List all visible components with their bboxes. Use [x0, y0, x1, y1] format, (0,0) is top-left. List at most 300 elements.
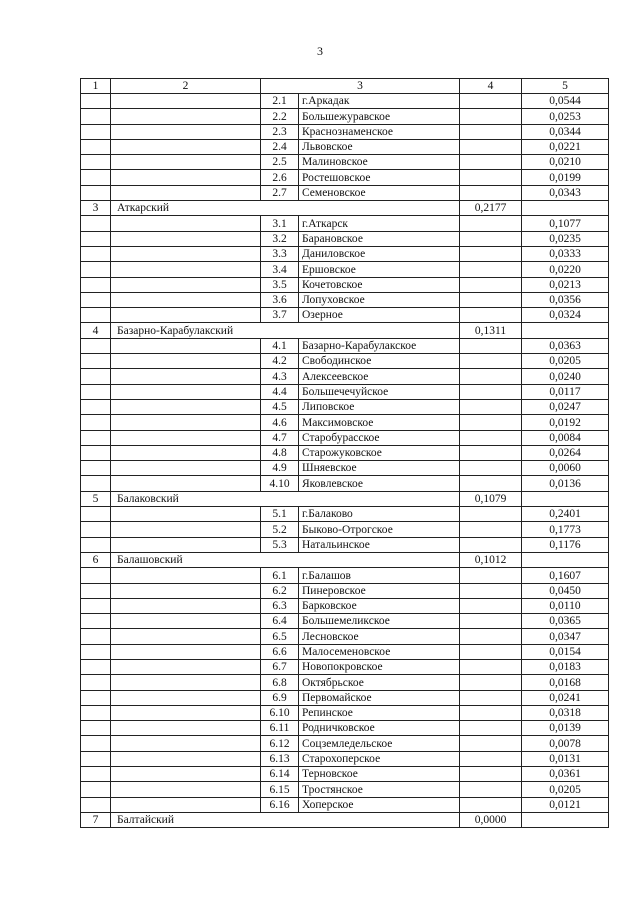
empty-cell	[111, 338, 261, 353]
settlement-code: 6.12	[261, 736, 299, 751]
empty-cell	[460, 461, 522, 476]
empty-cell	[81, 598, 111, 613]
settlement-row	[81, 644, 609, 659]
settlement-row	[81, 415, 609, 430]
empty-cell	[111, 644, 261, 659]
empty-cell	[460, 415, 522, 430]
empty-cell	[111, 736, 261, 751]
settlement-name: Шняевское	[299, 461, 460, 476]
empty-cell	[81, 659, 111, 674]
settlement-value: 0,0183	[522, 659, 609, 674]
settlement-row	[81, 155, 609, 170]
empty-cell	[81, 292, 111, 307]
settlement-code: 3.1	[261, 216, 299, 231]
settlement-row	[81, 721, 609, 736]
settlement-value: 0,0110	[522, 598, 609, 613]
empty-cell	[111, 782, 261, 797]
empty-cell	[111, 797, 261, 812]
empty-cell	[81, 369, 111, 384]
settlement-code: 3.6	[261, 292, 299, 307]
settlement-value: 0,0220	[522, 262, 609, 277]
empty-cell	[460, 522, 522, 537]
settlement-code: 3.4	[261, 262, 299, 277]
district-empty-share	[522, 323, 609, 338]
settlement-code: 6.10	[261, 705, 299, 720]
settlement-name: Львовское	[299, 139, 460, 154]
settlement-code: 6.14	[261, 767, 299, 782]
settlement-name: Большечечуйское	[299, 384, 460, 399]
settlement-row	[81, 583, 609, 598]
settlement-name: Семеновское	[299, 185, 460, 200]
settlement-code: 3.7	[261, 308, 299, 323]
empty-cell	[111, 246, 261, 261]
empty-cell	[460, 262, 522, 277]
empty-cell	[81, 231, 111, 246]
district-row	[81, 491, 609, 506]
settlement-row	[81, 445, 609, 460]
settlement-value: 0,0078	[522, 736, 609, 751]
settlement-row	[81, 614, 609, 629]
settlement-name: Быково-Отрогское	[299, 522, 460, 537]
settlement-name: Кочетовское	[299, 277, 460, 292]
empty-cell	[111, 262, 261, 277]
empty-cell	[460, 507, 522, 522]
district-name: Балаковский	[111, 491, 460, 506]
empty-cell	[81, 445, 111, 460]
empty-cell	[111, 721, 261, 736]
settlement-value: 0,0450	[522, 583, 609, 598]
settlement-value: 0,0060	[522, 461, 609, 476]
empty-cell	[81, 461, 111, 476]
empty-cell	[81, 277, 111, 292]
settlement-code: 6.13	[261, 751, 299, 766]
empty-cell	[81, 583, 111, 598]
table-header-row	[81, 79, 609, 94]
settlement-row	[81, 399, 609, 414]
district-row	[81, 323, 609, 338]
empty-cell	[81, 109, 111, 124]
settlement-value: 0,0253	[522, 109, 609, 124]
settlement-row	[81, 736, 609, 751]
empty-cell	[460, 216, 522, 231]
district-total: 0,0000	[460, 812, 522, 827]
settlement-name: г.Аткарск	[299, 216, 460, 231]
district-total: 0,1012	[460, 552, 522, 567]
empty-cell	[460, 782, 522, 797]
empty-cell	[81, 354, 111, 369]
settlement-value: 0,0168	[522, 675, 609, 690]
settlement-value: 0,0361	[522, 767, 609, 782]
empty-cell	[460, 308, 522, 323]
settlement-name: Старохоперское	[299, 751, 460, 766]
empty-cell	[111, 659, 261, 674]
settlement-value: 0,0199	[522, 170, 609, 185]
empty-cell	[460, 476, 522, 491]
empty-cell	[111, 155, 261, 170]
settlement-row	[81, 216, 609, 231]
district-name: Балашовский	[111, 552, 460, 567]
empty-cell	[460, 246, 522, 261]
empty-cell	[111, 185, 261, 200]
empty-cell	[111, 461, 261, 476]
empty-cell	[81, 399, 111, 414]
settlement-row	[81, 797, 609, 812]
empty-cell	[81, 797, 111, 812]
settlement-value: 0,1077	[522, 216, 609, 231]
empty-cell	[460, 384, 522, 399]
settlement-name: г.Аркадак	[299, 94, 460, 109]
empty-cell	[81, 782, 111, 797]
settlement-code: 2.3	[261, 124, 299, 139]
district-number: 3	[81, 201, 111, 216]
settlement-value: 0,0333	[522, 246, 609, 261]
settlement-row	[81, 537, 609, 552]
settlement-value: 0,0356	[522, 292, 609, 307]
empty-cell	[460, 751, 522, 766]
empty-cell	[81, 124, 111, 139]
empty-cell	[460, 338, 522, 353]
settlement-name: Базарно-Карабулакское	[299, 338, 460, 353]
settlement-value: 0,0344	[522, 124, 609, 139]
settlement-code: 4.4	[261, 384, 299, 399]
district-empty-share	[522, 552, 609, 567]
empty-cell	[460, 537, 522, 552]
empty-cell	[460, 675, 522, 690]
empty-cell	[460, 369, 522, 384]
empty-cell	[111, 399, 261, 414]
settlement-code: 6.15	[261, 782, 299, 797]
settlement-row	[81, 629, 609, 644]
header-col-4: 4	[460, 79, 522, 94]
settlement-code: 4.7	[261, 430, 299, 445]
settlement-row	[81, 354, 609, 369]
empty-cell	[460, 721, 522, 736]
empty-cell	[111, 476, 261, 491]
settlement-code: 6.3	[261, 598, 299, 613]
district-empty-share	[522, 201, 609, 216]
empty-cell	[460, 277, 522, 292]
settlement-row	[81, 308, 609, 323]
district-empty-share	[522, 812, 609, 827]
empty-cell	[111, 94, 261, 109]
settlement-value: 0,0247	[522, 399, 609, 414]
settlement-value: 0,0240	[522, 369, 609, 384]
empty-cell	[460, 568, 522, 583]
settlement-row	[81, 384, 609, 399]
settlement-row	[81, 124, 609, 139]
empty-cell	[111, 751, 261, 766]
settlement-value: 0,1607	[522, 568, 609, 583]
settlement-row	[81, 767, 609, 782]
settlement-row	[81, 292, 609, 307]
district-total: 0,1311	[460, 323, 522, 338]
empty-cell	[81, 415, 111, 430]
empty-cell	[460, 185, 522, 200]
settlement-value: 0,0084	[522, 430, 609, 445]
empty-cell	[81, 94, 111, 109]
settlement-row	[81, 430, 609, 445]
empty-cell	[111, 537, 261, 552]
settlement-code: 4.2	[261, 354, 299, 369]
empty-cell	[111, 369, 261, 384]
settlement-code: 5.3	[261, 537, 299, 552]
settlement-code: 3.2	[261, 231, 299, 246]
settlement-value: 0,0210	[522, 155, 609, 170]
empty-cell	[460, 109, 522, 124]
empty-cell	[81, 644, 111, 659]
empty-cell	[460, 231, 522, 246]
settlement-row	[81, 185, 609, 200]
settlement-name: Лопуховское	[299, 292, 460, 307]
district-name: Базарно-Карабулакский	[111, 323, 460, 338]
empty-cell	[81, 246, 111, 261]
empty-cell	[81, 767, 111, 782]
empty-cell	[111, 445, 261, 460]
empty-cell	[460, 170, 522, 185]
settlement-value: 0,0117	[522, 384, 609, 399]
empty-cell	[460, 705, 522, 720]
settlement-row	[81, 369, 609, 384]
empty-cell	[460, 767, 522, 782]
district-name: Балтайский	[111, 812, 460, 827]
settlement-name: Ростешовское	[299, 170, 460, 185]
settlement-name: Соцземледельское	[299, 736, 460, 751]
empty-cell	[111, 354, 261, 369]
settlement-name: Большемеликское	[299, 614, 460, 629]
settlement-name: Хоперское	[299, 797, 460, 812]
settlement-row	[81, 782, 609, 797]
empty-cell	[111, 124, 261, 139]
empty-cell	[111, 767, 261, 782]
empty-cell	[111, 690, 261, 705]
settlement-row	[81, 476, 609, 491]
settlement-code: 4.1	[261, 338, 299, 353]
settlement-name: Озерное	[299, 308, 460, 323]
empty-cell	[111, 675, 261, 690]
settlement-row	[81, 338, 609, 353]
empty-cell	[81, 308, 111, 323]
empty-cell	[111, 430, 261, 445]
empty-cell	[111, 292, 261, 307]
empty-cell	[81, 476, 111, 491]
empty-cell	[81, 338, 111, 353]
district-total: 0,1079	[460, 491, 522, 506]
settlement-value: 0,0221	[522, 139, 609, 154]
settlement-code: 5.2	[261, 522, 299, 537]
settlement-value: 0,0136	[522, 476, 609, 491]
empty-cell	[81, 384, 111, 399]
settlement-code: 2.1	[261, 94, 299, 109]
empty-cell	[460, 583, 522, 598]
empty-cell	[111, 277, 261, 292]
district-number: 7	[81, 812, 111, 827]
settlement-value: 0,0264	[522, 445, 609, 460]
empty-cell	[111, 705, 261, 720]
settlement-name: Октябрьское	[299, 675, 460, 690]
header-col-1: 1	[81, 79, 111, 94]
settlement-code: 6.16	[261, 797, 299, 812]
empty-cell	[81, 262, 111, 277]
empty-cell	[460, 629, 522, 644]
settlement-value: 0,2401	[522, 507, 609, 522]
settlement-code: 4.3	[261, 369, 299, 384]
empty-cell	[460, 445, 522, 460]
empty-cell	[81, 185, 111, 200]
settlement-name: Родничковское	[299, 721, 460, 736]
header-col-2: 2	[111, 79, 261, 94]
settlement-row	[81, 568, 609, 583]
settlement-name: Свободинское	[299, 354, 460, 369]
empty-cell	[111, 139, 261, 154]
settlement-row	[81, 246, 609, 261]
settlement-value: 0,0347	[522, 629, 609, 644]
empty-cell	[460, 644, 522, 659]
district-total: 0,2177	[460, 201, 522, 216]
settlement-row	[81, 139, 609, 154]
settlement-code: 6.5	[261, 629, 299, 644]
district-row	[81, 812, 609, 827]
empty-cell	[111, 308, 261, 323]
settlement-row	[81, 277, 609, 292]
settlement-name: г.Балаково	[299, 507, 460, 522]
empty-cell	[111, 507, 261, 522]
empty-cell	[111, 598, 261, 613]
empty-cell	[111, 109, 261, 124]
settlement-value: 0,0235	[522, 231, 609, 246]
settlement-row	[81, 659, 609, 674]
settlement-value: 0,0205	[522, 782, 609, 797]
empty-cell	[81, 751, 111, 766]
settlement-code: 4.10	[261, 476, 299, 491]
settlement-value: 0,0363	[522, 338, 609, 353]
empty-cell	[460, 690, 522, 705]
empty-cell	[81, 736, 111, 751]
settlement-name: Максимовское	[299, 415, 460, 430]
settlement-value: 0,1176	[522, 537, 609, 552]
settlement-code: 4.8	[261, 445, 299, 460]
settlement-value: 0,0365	[522, 614, 609, 629]
settlement-value: 0,0121	[522, 797, 609, 812]
empty-cell	[111, 216, 261, 231]
settlement-value: 0,0241	[522, 690, 609, 705]
empty-cell	[81, 522, 111, 537]
settlement-value: 0,0205	[522, 354, 609, 369]
empty-cell	[460, 797, 522, 812]
settlement-name: Большежуравское	[299, 109, 460, 124]
empty-cell	[81, 721, 111, 736]
settlement-row	[81, 522, 609, 537]
settlement-name: Новопокровское	[299, 659, 460, 674]
empty-cell	[111, 522, 261, 537]
settlement-value: 0,0131	[522, 751, 609, 766]
settlement-row	[81, 262, 609, 277]
page-number: 3	[317, 44, 323, 58]
settlement-code: 6.6	[261, 644, 299, 659]
empty-cell	[460, 399, 522, 414]
settlement-name: Репинское	[299, 705, 460, 720]
settlement-row	[81, 170, 609, 185]
settlement-value: 0,0192	[522, 415, 609, 430]
empty-cell	[460, 614, 522, 629]
district-empty-share	[522, 491, 609, 506]
empty-cell	[460, 659, 522, 674]
district-number: 5	[81, 491, 111, 506]
empty-cell	[111, 415, 261, 430]
settlement-code: 4.6	[261, 415, 299, 430]
empty-cell	[81, 216, 111, 231]
settlement-row	[81, 461, 609, 476]
empty-cell	[81, 139, 111, 154]
empty-cell	[460, 124, 522, 139]
empty-cell	[111, 629, 261, 644]
empty-cell	[81, 155, 111, 170]
settlement-code: 2.4	[261, 139, 299, 154]
empty-cell	[81, 629, 111, 644]
settlement-name: Даниловское	[299, 246, 460, 261]
empty-cell	[460, 292, 522, 307]
settlement-code: 2.2	[261, 109, 299, 124]
empty-cell	[81, 430, 111, 445]
settlement-value: 0,0213	[522, 277, 609, 292]
empty-cell	[111, 614, 261, 629]
header-col-3: 3	[261, 79, 460, 94]
empty-cell	[111, 568, 261, 583]
empty-cell	[81, 690, 111, 705]
settlement-name: Пинеровское	[299, 583, 460, 598]
district-row	[81, 552, 609, 567]
district-name: Аткарский	[111, 201, 460, 216]
empty-cell	[460, 94, 522, 109]
settlement-code: 4.5	[261, 399, 299, 414]
settlement-code: 5.1	[261, 507, 299, 522]
settlement-name: Ершовское	[299, 262, 460, 277]
settlement-row	[81, 751, 609, 766]
settlement-row	[81, 675, 609, 690]
settlement-code: 4.9	[261, 461, 299, 476]
empty-cell	[81, 675, 111, 690]
settlement-value: 0,0154	[522, 644, 609, 659]
empty-cell	[81, 568, 111, 583]
settlement-row	[81, 705, 609, 720]
settlement-code: 6.8	[261, 675, 299, 690]
empty-cell	[81, 614, 111, 629]
empty-cell	[111, 583, 261, 598]
empty-cell	[460, 155, 522, 170]
district-row	[81, 201, 609, 216]
settlement-name: г.Балашов	[299, 568, 460, 583]
header-col-5: 5	[522, 79, 609, 94]
settlement-row	[81, 598, 609, 613]
settlement-row	[81, 507, 609, 522]
settlement-value: 0,0318	[522, 705, 609, 720]
settlement-name: Старобурасское	[299, 430, 460, 445]
settlement-value: 0,1773	[522, 522, 609, 537]
empty-cell	[81, 507, 111, 522]
settlement-code: 2.6	[261, 170, 299, 185]
settlement-name: Первомайское	[299, 690, 460, 705]
settlement-name: Тростянское	[299, 782, 460, 797]
empty-cell	[460, 736, 522, 751]
settlement-name: Барковское	[299, 598, 460, 613]
empty-cell	[81, 170, 111, 185]
settlement-name: Старожуковское	[299, 445, 460, 460]
settlement-value: 0,0343	[522, 185, 609, 200]
empty-cell	[81, 705, 111, 720]
empty-cell	[460, 354, 522, 369]
settlement-value: 0,0324	[522, 308, 609, 323]
settlement-name: Малиновское	[299, 155, 460, 170]
settlement-name: Терновское	[299, 767, 460, 782]
